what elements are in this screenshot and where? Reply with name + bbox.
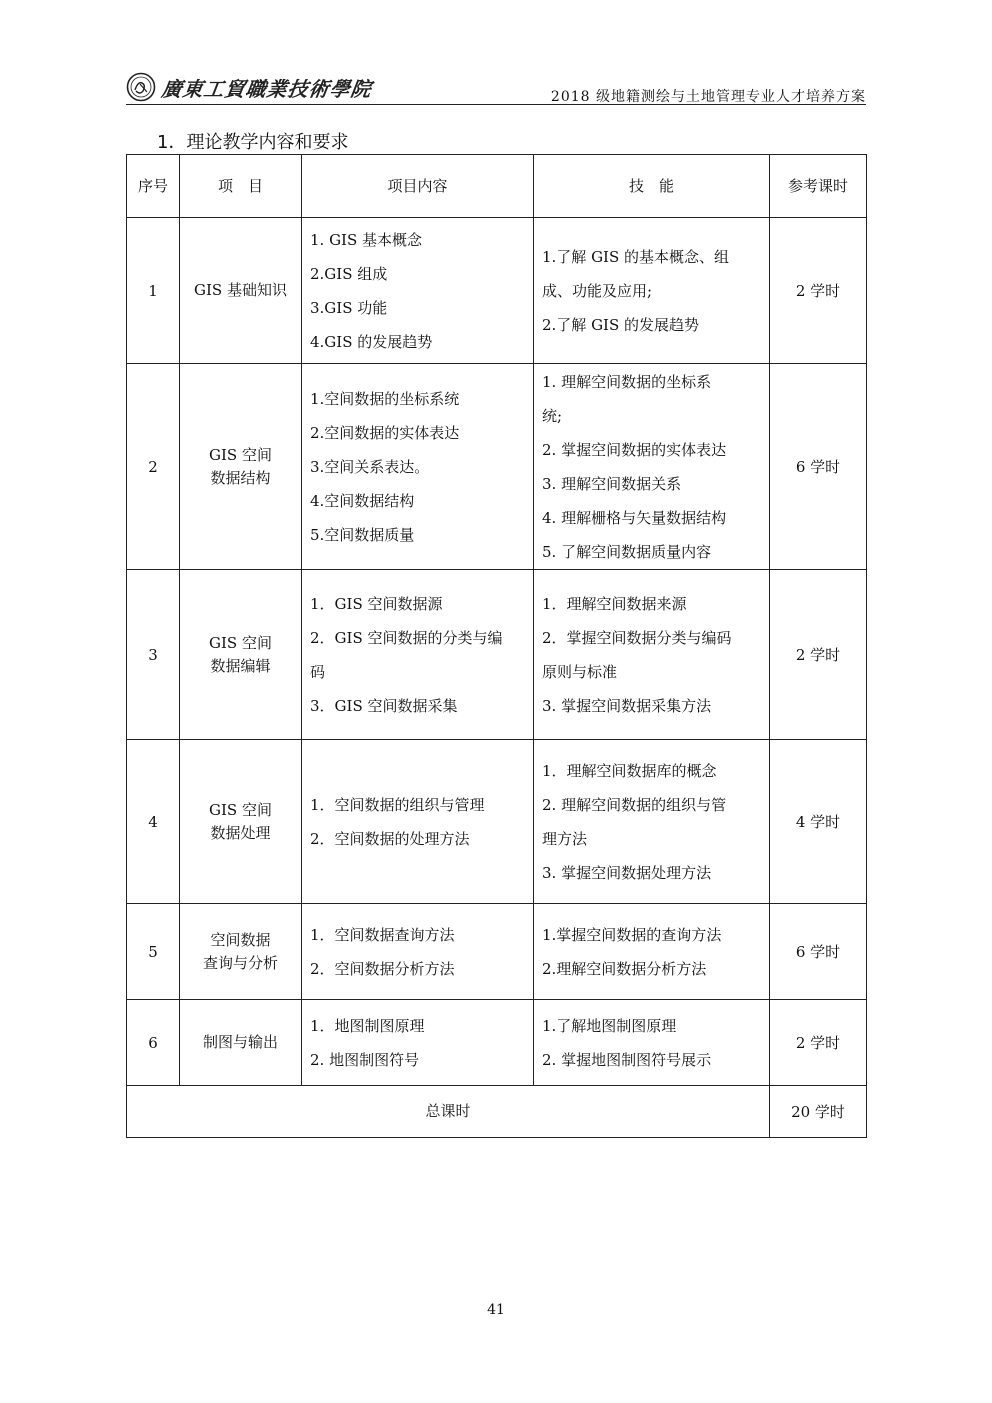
row-hours: 6 学时 xyxy=(770,904,867,1000)
content-line: 3.GIS 功能 xyxy=(310,298,388,317)
skill-line: 2.理解空间数据分析方法 xyxy=(542,959,707,978)
table-header-row xyxy=(127,155,867,218)
row-item-name: 制图与输出 xyxy=(180,1000,302,1086)
row-no: 6 xyxy=(127,1000,180,1086)
content-line: 码 xyxy=(310,662,326,681)
row-content xyxy=(302,740,534,904)
content-line: 2．GIS 空间数据的分类与编 xyxy=(310,628,503,647)
row-no: 3 xyxy=(127,570,180,740)
skill-line: 5. 了解空间数据质量内容 xyxy=(542,542,712,561)
table-row xyxy=(127,364,867,570)
skill-line: 理方法 xyxy=(542,829,588,848)
content-line: 3．GIS 空间数据采集 xyxy=(310,696,458,715)
table-row xyxy=(127,570,867,740)
page-number: 41 xyxy=(487,1302,505,1318)
content-line: 2. 地图制图符号 xyxy=(310,1050,420,1069)
skill-line: 1.了解地图制图原理 xyxy=(542,1016,677,1035)
row-hours: 2 学时 xyxy=(770,1000,867,1086)
row-skills xyxy=(534,904,770,1000)
header-skills: 技 能 xyxy=(534,155,770,218)
content-line: 1．空间数据查询方法 xyxy=(310,925,455,944)
table-row xyxy=(127,218,867,364)
school-name: 廣東工貿職業技術學院 xyxy=(160,76,374,101)
content-line: 5.空间数据质量 xyxy=(310,525,415,544)
skill-line: 3. 掌握空间数据处理方法 xyxy=(542,863,712,882)
school-seal-icon xyxy=(126,72,156,102)
row-item-name: GIS 基础知识 xyxy=(180,218,302,364)
header-no: 序号 xyxy=(127,155,180,218)
content-line: 2．空间数据分析方法 xyxy=(310,959,455,978)
row-hours: 6 学时 xyxy=(770,364,867,570)
row-content xyxy=(302,364,534,570)
skill-line: 1.了解 GIS 的基本概念、组 xyxy=(542,247,730,266)
total-hours: 20 学时 xyxy=(770,1086,867,1138)
table-row xyxy=(127,740,867,904)
content-line: 1．地图制图原理 xyxy=(310,1016,425,1035)
skill-line: 1．理解空间数据来源 xyxy=(542,594,687,613)
table-row xyxy=(127,1000,867,1086)
skill-line: 2. 理解空间数据的组织与管 xyxy=(542,795,727,814)
row-no: 2 xyxy=(127,364,180,570)
skill-line: 2.了解 GIS 的发展趋势 xyxy=(542,315,700,334)
page-header xyxy=(126,70,866,105)
header-hours: 参考课时 xyxy=(770,155,867,218)
skill-line: 成、功能及应用; xyxy=(542,281,653,300)
skill-line: 2. 掌握地图制图符号展示 xyxy=(542,1050,712,1069)
total-label: 总课时 xyxy=(127,1086,770,1138)
skill-line: 统; xyxy=(542,406,563,425)
skill-line: 2．掌握空间数据分类与编码 xyxy=(542,628,732,647)
content-line: 1．GIS 空间数据源 xyxy=(310,594,443,613)
row-item-name: GIS 空间 数据结构 xyxy=(180,364,302,570)
header-item: 项 目 xyxy=(180,155,302,218)
skill-line: 1.掌握空间数据的查询方法 xyxy=(542,925,722,944)
content-line: 3.空间关系表达。 xyxy=(310,457,430,476)
skill-line: 3. 掌握空间数据采集方法 xyxy=(542,696,712,715)
table-row xyxy=(127,904,867,1000)
row-skills xyxy=(534,740,770,904)
row-item-name: GIS 空间 数据处理 xyxy=(180,740,302,904)
skill-line: 3. 理解空间数据关系 xyxy=(542,474,682,493)
skill-line: 4. 理解栅格与矢量数据结构 xyxy=(542,508,727,527)
content-line: 2．空间数据的处理方法 xyxy=(310,829,470,848)
total-row xyxy=(127,1086,867,1138)
skill-line: 2. 掌握空间数据的实体表达 xyxy=(542,440,727,459)
row-hours: 4 学时 xyxy=(770,740,867,904)
row-item-name: GIS 空间 数据编辑 xyxy=(180,570,302,740)
row-skills xyxy=(534,570,770,740)
row-item-name: 空间数据 查询与分析 xyxy=(180,904,302,1000)
row-content xyxy=(302,1000,534,1086)
school-logo xyxy=(126,72,372,102)
row-content xyxy=(302,570,534,740)
skill-line: 原则与标准 xyxy=(542,662,618,681)
row-content xyxy=(302,218,534,364)
skill-line: 1．理解空间数据库的概念 xyxy=(542,761,717,780)
row-no: 1 xyxy=(127,218,180,364)
row-no: 4 xyxy=(127,740,180,904)
document-title: 2018 级地籍测绘与土地管理专业人才培养方案 xyxy=(550,89,866,105)
header-content: 项目内容 xyxy=(302,155,534,218)
content-line: 4.GIS 的发展趋势 xyxy=(310,332,433,351)
skill-line: 1. 理解空间数据的坐标系 xyxy=(542,372,712,391)
content-line: 1. GIS 基本概念 xyxy=(310,230,423,249)
row-skills xyxy=(534,1000,770,1086)
content-line: 4.空间数据结构 xyxy=(310,491,415,510)
row-no: 5 xyxy=(127,904,180,1000)
content-line: 1．空间数据的组织与管理 xyxy=(310,795,485,814)
curriculum-table xyxy=(126,154,867,1138)
content-line: 2.空间数据的实体表达 xyxy=(310,423,460,442)
row-hours: 2 学时 xyxy=(770,218,867,364)
content-line: 1.空间数据的坐标系统 xyxy=(310,389,460,408)
row-skills xyxy=(534,218,770,364)
content-line: 2.GIS 组成 xyxy=(310,264,388,283)
section-title: 1．理论教学内容和要求 xyxy=(157,132,349,153)
row-skills xyxy=(534,364,770,570)
row-content xyxy=(302,904,534,1000)
row-hours: 2 学时 xyxy=(770,570,867,740)
